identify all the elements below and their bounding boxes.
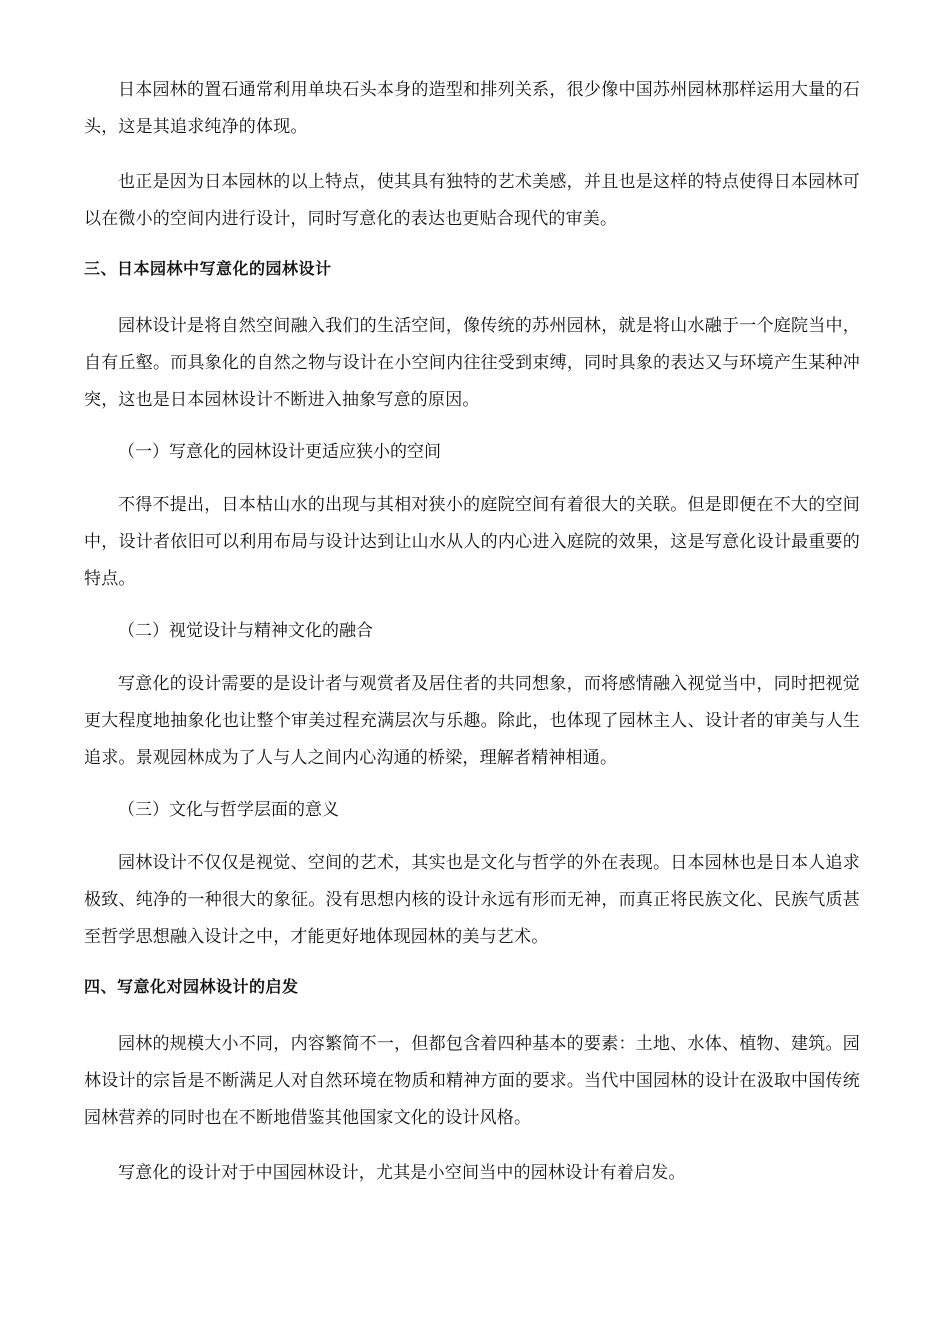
- paragraph-inspiration: 写意化的设计对于中国园林设计，尤其是小空间当中的园林设计有着启发。: [118, 1163, 686, 1183]
- paragraph-imagination: 写意化的设计需要的是设计者与观赏者及居住者的共同想象，而将感情融入视觉当中，同时把视觉更大程度地抽象化也让整个审美过程充满层次与乐趣。除此，也体现了园林主人、设计者的审美与人生追求。景观园林成为了人与人之间内心沟通的桥梁，理解者精神相通。: [84, 674, 860, 768]
- paragraph-garden-elements: 园林的规模大小不同，内容繁简不一，但都包含着四种基本的要素：土地、水体、植物、建筑。园林设计的宗旨是不断满足人对自然环境在物质和精神方面的要求。当代中国园林的设计在汲取中国传统园林营养的同时也在不断地借鉴其他国家文化的设计风格。: [84, 1034, 860, 1128]
- paragraph-garden-design: 园林设计是将自然空间融入我们的生活空间，像传统的苏州园林，就是将山水融于一个庭院当中，自有丘壑。而具象化的自然之物与设计在小空间内往往受到束缚，同时具象的表达又与环境产生某种冲突，这也是日本园林设计不断进入抽象写意的原因。: [84, 316, 860, 410]
- document-page: [84, 72, 860, 1210]
- subheading-small-space: （一）写意化的园林设计更适应狭小的空间: [118, 442, 441, 462]
- paragraph-stone-arrangement: 日本园林的置石通常利用单块石头本身的造型和排列关系，很少像中国苏州园林那样运用大量的石头，这是其追求纯净的体现。: [84, 80, 860, 137]
- subheading-culture-philosophy: （三）文化与哲学层面的意义: [118, 800, 339, 820]
- paragraph-artistic-beauty: 也正是因为日本园林的以上特点，使其具有独特的艺术美感，并且也是这样的特点使得日本园林可以在微小的空间内进行设计，同时写意化的表达也更贴合现代的审美。: [84, 172, 860, 229]
- subheading-visual-spirit: （二）视觉设计与精神文化的融合: [118, 621, 373, 641]
- paragraph-culture-expression: 园林设计不仅仅是视觉、空间的艺术，其实也是文化与哲学的外在表现。日本园林也是日本人追求极致、纯净的一种很大的象征。没有思想内核的设计永远有形而无神，而真正将民族文化、民族气质甚至哲学思想融入设计之中，才能更好地体现园林的美与艺术。: [84, 853, 860, 947]
- section-heading-4: 四、写意化对园林设计的启发: [84, 977, 299, 996]
- paragraph-dry-landscape: 不得不提出，日本枯山水的出现与其相对狭小的庭院空间有着很大的关联。但是即便在不大的空间中，设计者依旧可以利用布局与设计达到让山水从人的内心进入庭院的效果，这是写意化设计最重要的特点。: [84, 495, 860, 589]
- section-heading-3: 三、日本园林中写意化的园林设计: [84, 259, 332, 278]
